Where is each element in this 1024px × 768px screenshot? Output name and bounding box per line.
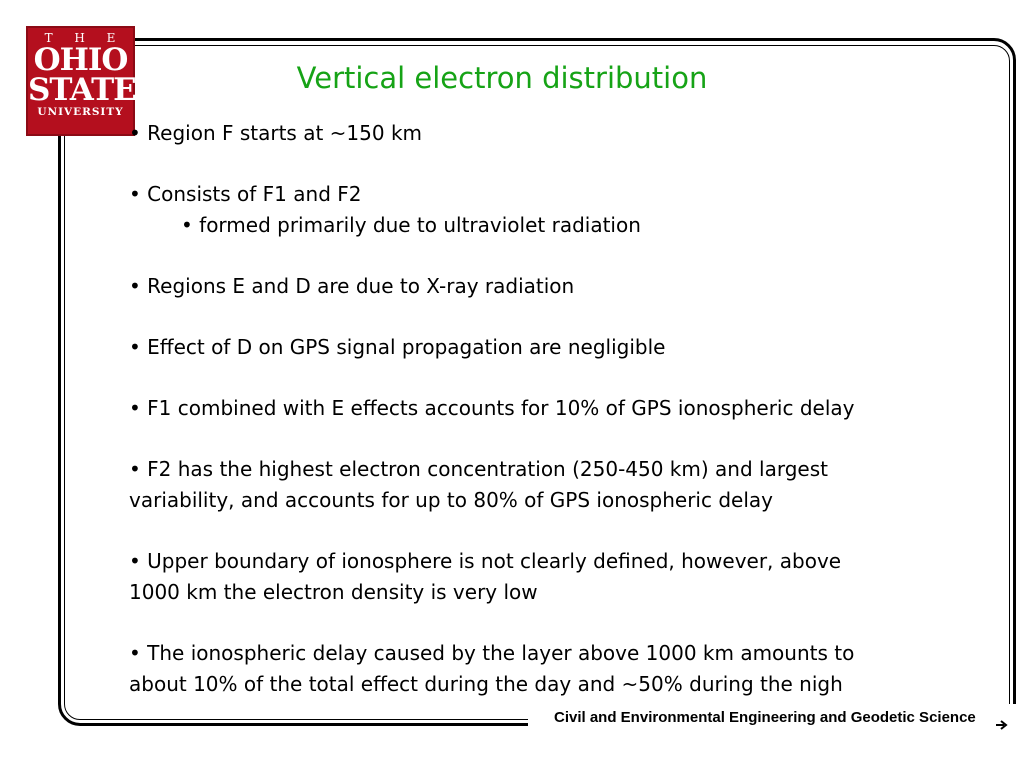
- bullet-f2-line2: variability, and accounts for up to 80% of GPS ionospheric delay: [129, 488, 773, 512]
- bullet-f1-combined: • F1 combined with E effects accounts for 10% of GPS ionospheric delay: [129, 396, 855, 420]
- logo-the: T H E: [44, 31, 125, 45]
- footer-department: Civil and Environmental Engineering and Geodetic Science: [554, 709, 976, 726]
- bullet-effect-d: • Effect of D on GPS signal propagation are negligible: [129, 335, 666, 359]
- sub-bullet-ultraviolet: • formed primarily due to ultraviolet radiation: [181, 213, 641, 237]
- logo-state: STATE: [28, 72, 136, 108]
- bullet-regions-e-d: • Regions E and D are due to X-ray radiation: [129, 274, 575, 298]
- bullet-f1-f2: • Consists of F1 and F2: [129, 182, 362, 206]
- logo-university: UNIVERSITY: [37, 106, 124, 118]
- logo-ohio: OHIO: [33, 42, 128, 78]
- slide-title: Vertical electron distribution: [296, 61, 708, 95]
- bullet-upper-boundary-line1: • Upper boundary of ionosphere is not clearly defined, however, above: [129, 549, 842, 573]
- bullet-upper-boundary-line2: 1000 km the electron density is very low: [129, 580, 538, 604]
- bullet-delay-line2: about 10% of the total effect during the day and ~50% during the nigh: [129, 672, 843, 696]
- bullet-delay-line1: • The ionospheric delay caused by the layer above 1000 km amounts to: [129, 641, 855, 665]
- bullet-f2-line1: • F2 has the highest electron concentration (250-450 km) and largest: [129, 457, 828, 481]
- bullet-region-f: • Region F starts at ~150 km: [129, 121, 423, 145]
- corner-arrow-icon: [996, 720, 1008, 730]
- slide-body: [129, 118, 969, 700]
